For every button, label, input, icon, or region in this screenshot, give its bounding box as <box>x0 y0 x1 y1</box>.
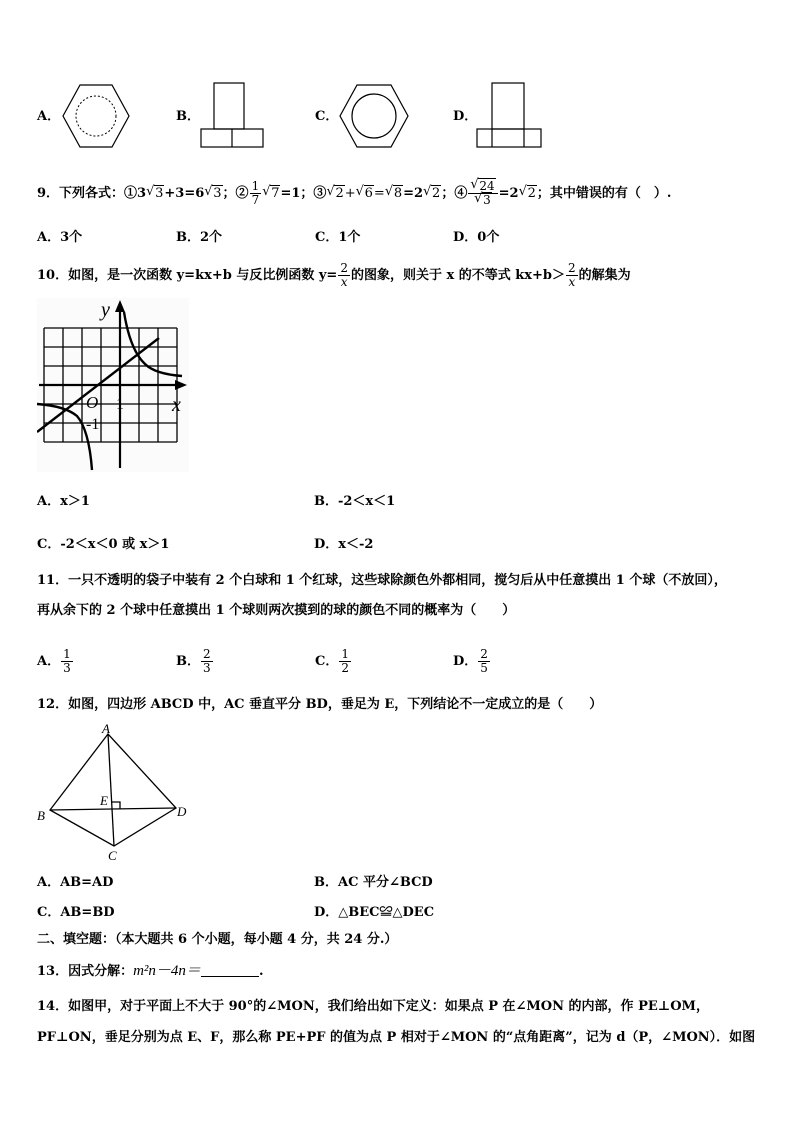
q10-question: 10．如图，是一次函数 y=kx+b 与反比例函数 y= $\frac{2}{x}$ 的图象，则关于 x 的不等式 kx+b＞ $\frac{2}{x}$ 的解集为 <box>37 261 631 289</box>
q10-one-label: 1 <box>116 396 124 413</box>
q9-sqrt6: √ 6 <box>357 185 374 203</box>
q9-lead: 9．下列各式：①3 <box>37 186 147 201</box>
q8-option-a-label: A． <box>37 109 61 124</box>
q10-y-label: y <box>101 299 110 321</box>
q8-option-a-figure <box>60 82 132 150</box>
q12-diagonal-bd <box>50 808 176 810</box>
q12-diagonal-ac <box>108 734 114 846</box>
q11-option-a: A． $\frac{1}{3}$ <box>37 647 71 675</box>
q9-sqrt3b: √ 3 <box>205 185 222 203</box>
q12-label-c: C <box>108 848 117 863</box>
q9-sqrt2c: √ 2 <box>520 185 537 203</box>
q12-label-b: B <box>37 808 45 823</box>
q10-option-d: D．x＜-2 <box>314 537 374 552</box>
q13-answer-blank <box>201 962 259 977</box>
q11-option-d: D． $\frac{2}{5}$ <box>453 647 488 675</box>
q10-frac-2-x-b: $\frac{2}{x}$ <box>568 261 576 289</box>
q9-sqrt2: √ 2 <box>327 185 344 203</box>
q10-frac-2-x: $\frac{2}{x}$ <box>340 261 348 289</box>
q12-figure <box>34 722 194 864</box>
q10-origin-label: O <box>86 393 99 412</box>
q11-line1: 11．一只不透明的袋子中装有 2 个白球和 1 个红球，这些球除颜色外都相同，搅匀后从中任意摸出 1 个球（不放回）， <box>37 573 727 588</box>
q12-option-b: B．AC 平分∠BCD <box>314 875 433 890</box>
q13-question: 13．因式分解：m²n－4n＝ . <box>37 963 264 979</box>
section2-heading: 二、填空题：（本大题共 6 个小题，每小题 4 分，共 24 分.） <box>37 932 398 947</box>
q12-label-e: E <box>100 793 108 808</box>
q9-option-a: A．3个 <box>37 230 83 245</box>
q9-question: 9．下列各式：①3√ 3+3=6√ 3；② $\frac{1}{7}$ √ 7=1；③√ 2+√ 6=√ 8=2√ 2；④ √ 24 √ 3 =2√ 2；其中错误的有（ ）. <box>37 180 671 207</box>
q14-line1: 14．如图甲，对于平面上不大于 90°的∠MON，我们给出如下定义：如果点 P 在∠MON 的内部，作 PE⊥OM， <box>37 999 709 1014</box>
q8-option-b-label: B． <box>176 109 200 124</box>
q13-expression: m²n－4n＝ <box>133 963 201 979</box>
q9-option-c: C．1个 <box>315 230 361 245</box>
q10-graph <box>37 298 189 472</box>
q8-option-c-figure <box>337 82 411 150</box>
q8-option-d-label: D． <box>453 109 478 124</box>
q11-line2: 再从余下的 2 个球中任意摸出 1 个球则两次摸到的球的颜色不同的概率为（ ） <box>37 603 516 618</box>
q9-frac-sqrt24-sqrt3: √ 24 √ 3 <box>468 180 497 207</box>
q11-option-b: B． $\frac{2}{3}$ <box>176 647 211 675</box>
q10-option-c: C．-2＜x＜0 或 x＞1 <box>37 537 170 552</box>
q9-sqrt3: √ 3 <box>147 185 164 203</box>
q8-option-c-label: C． <box>315 109 339 124</box>
q12-question: 12．如图，四边形 ABCD 中，AC 垂直平分 BD，垂足为 E，下列结论不一定成立的是（ ） <box>37 697 603 712</box>
q10-neg-one-label: -1 <box>86 416 100 433</box>
q12-option-c: C．AB=BD <box>37 905 115 920</box>
q10-option-a: A．x＞1 <box>37 494 90 509</box>
q9-frac-1-7: $\frac{1}{7}$ <box>251 179 260 207</box>
q8-option-d-figure <box>474 80 544 150</box>
q14-line2: PF⊥ON，垂足分别为点 E、F，那么称 PE+PF 的值为点 P 相对于∠MON 的“点角距离”，记为 d（P，∠MON）．如图 <box>37 1030 756 1045</box>
q10-option-b: B．-2＜x＜1 <box>314 494 396 509</box>
q9-sqrt8: √ 8 <box>386 185 403 203</box>
q11-option-c: C． $\frac{1}{2}$ <box>315 647 349 675</box>
q12-option-a: A．AB=AD <box>37 875 114 890</box>
q10-x-label: x <box>172 394 181 416</box>
q8-option-b-figure <box>198 80 266 150</box>
q12-right-angle-mark <box>112 802 120 809</box>
q12-label-a: A <box>102 722 110 736</box>
q9-option-d: D．0个 <box>453 230 500 245</box>
q12-label-d: D <box>177 804 187 819</box>
q9-sqrt7: √ 7 <box>263 185 280 203</box>
q12-option-d: D．△BEC≌△DEC <box>314 905 435 920</box>
q9-sqrt2b: √ 2 <box>424 185 441 203</box>
q9-option-b: B．2个 <box>176 230 223 245</box>
